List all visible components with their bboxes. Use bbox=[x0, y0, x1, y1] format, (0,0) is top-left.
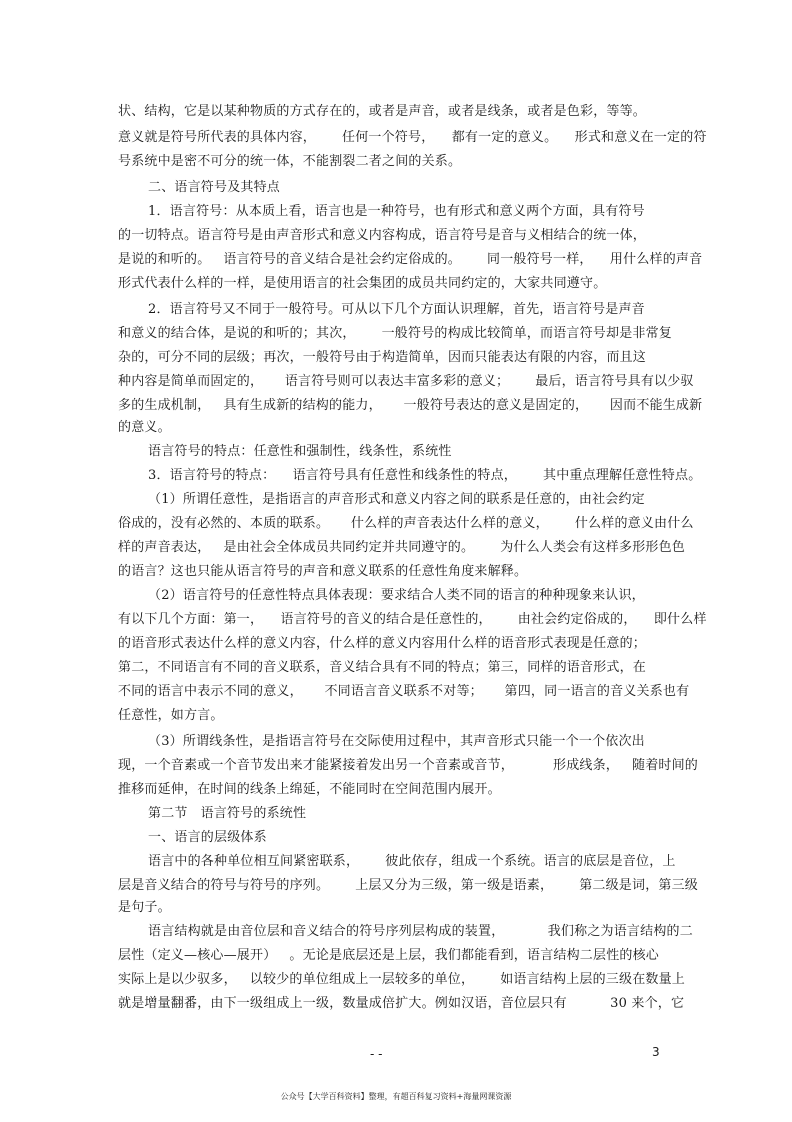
text-line: （3）所谓线条性，是指语言符号在交际使用过程中，其声音形式只能一个一个依次出 bbox=[148, 734, 645, 749]
text-line: 现，一个音素或一个音节发出来才能紧接着发出另一个音素或音节， 形成线条， 随着时间的 bbox=[118, 758, 698, 773]
text-line: 是句子。 bbox=[118, 900, 171, 915]
text-line: 语言结构就是由音位层和音义结合的符号序列层构成的装置， 我们称之为语言结构的二 bbox=[148, 924, 693, 939]
text-line: （1）所谓任意性，是指语言的声音形式和意义内容之间的联系是任意的，由社会约定 bbox=[148, 492, 645, 507]
text-line: 实际上是以少驭多， 以较少的单位组成上一层较多的单位， 如语言结构上层的三级在数量上 bbox=[118, 972, 685, 987]
text-line: 3．语言符号的特点： 语言符号具有任意性和线条性的特点， 其中重点理解任意性特点。 bbox=[148, 468, 702, 483]
text-line: 杂的，可分不同的层级；再次，一般符号由于构造简单，因而只能表达有限的内容，而且这 bbox=[118, 350, 647, 365]
text-line: 语言符号的特点：任意性和强制性，线条性，系统性 bbox=[148, 444, 452, 459]
text-line: （2）语言符号的任意性特点具体表现：要求结合人类不同的语言的种种现象来认识， bbox=[148, 588, 645, 603]
text-line: 就是增量翻番，由下一级组成上一级，数量成倍扩大。例如汉语，音位层只有 30 来个，它 bbox=[118, 996, 685, 1011]
text-line: 任意性，如方言。 bbox=[118, 708, 224, 723]
text-line: 的语言？这也只能从语言符号的声音和意义联系的任意性角度来解释。 bbox=[118, 564, 528, 579]
text-line: 的一切特点。语言符号是由声音形式和意义内容构成，语言符号是音与义相结合的统一体， bbox=[118, 228, 647, 243]
text-line: 和意义的结合体，是说的和听的；其次， 一般符号的构成比较简单，而语言符号却是非常复 bbox=[118, 326, 672, 341]
text-line: 俗成的，没有必然的、本质的联系。 什么样的声音表达什么样的意义， 什么样的意义由什么 bbox=[118, 516, 694, 531]
text-line: 意义就是符号所代表的具体内容， 任何一个符号， 都有一定的意义。 形式和意义在一定的符 bbox=[118, 130, 707, 145]
section-heading: 一、语言的层级体系 bbox=[148, 830, 267, 845]
text-line: 语言中的各种单位相互间紧密联系， 彼此依存，组成一个系统。语言的底层是音位，上 bbox=[148, 854, 676, 869]
text-line: 第二，不同语言有不同的音义联系，音义结合具有不同的特点；第三，同样的语音形式，在 bbox=[118, 660, 647, 675]
section-heading: 二、语言符号及其特点 bbox=[148, 180, 281, 195]
text-line: 的语音形式表达什么样的意义内容，什么样的意义内容用什么样的语音形式表现是任意的； bbox=[118, 636, 647, 651]
text-line: 有以下几个方面：第一， 语言符号的音义的结合是任意性的， 由社会约定俗成的， 即什么样 bbox=[118, 612, 707, 627]
text-line: 形式代表什么样的一样，是使用语言的社会集团的成员共同约定的，大家共同遵守。 bbox=[118, 276, 607, 291]
section-heading: 第二节 语言符号的系统性 bbox=[148, 806, 307, 821]
text-line: 层是音义结合的符号与符号的序列。 上层又分为三级，第一级是语素， 第二级是词，第三级 bbox=[118, 878, 698, 893]
text-line: 层性（定义—核心—展开） 。无论是底层还是上层，我们都能看到，语言结构二层性的核心 bbox=[118, 948, 659, 963]
text-line: 不同的语言中表示不同的意义， 不同语言音义联系不对等； 第四，同一语言的音义关系也有 bbox=[118, 684, 690, 699]
text-line: 种内容是简单而固定的， 语言符号则可以表达丰富多彩的意义； 最后，语言符号具有以少驭 bbox=[118, 374, 694, 389]
text-line: 的意义。 bbox=[118, 420, 171, 435]
text-line: 2．语言符号又不同于一般符号。可从以下几个方面认识理解，首先，语言符号是声音 bbox=[148, 302, 645, 317]
footer-note: 公众号【大学百科资料】整理，有超百科复习资料+海量网课资源 bbox=[280, 1092, 512, 1101]
text-line: 样的声音表达， 是由社会全体成员共同约定并共同遵守的。 为什么人类会有这样多形形色色 bbox=[118, 540, 685, 555]
text-line: 状、结构，它是以某种物质的方式存在的，或者是声音，或者是线条，或者是色彩，等等。 bbox=[118, 104, 647, 119]
text-line: 推移而延伸，在时间的线条上绵延，不能同时在空间范围内展开。 bbox=[118, 782, 501, 797]
text-line: 多的生成机制， 具有生成新的结构的能力， 一般符号表达的意义是固定的， 因而不能生成新 bbox=[118, 398, 703, 413]
page-number: 3 bbox=[652, 1045, 660, 1059]
text-line: 号系统中是密不可分的统一体，不能割裂二者之间的关系。 bbox=[118, 154, 462, 169]
text-line: 是说的和听的。 语言符号的音义结合是社会约定俗成的。 同一般符号一样， 用什么样的声音 bbox=[118, 252, 703, 267]
text-line: 1．语言符号：从本质上看，语言也是一种符号，也有形式和意义两个方面，具有符号 bbox=[148, 204, 645, 219]
footer-dash: - - bbox=[370, 1047, 383, 1061]
